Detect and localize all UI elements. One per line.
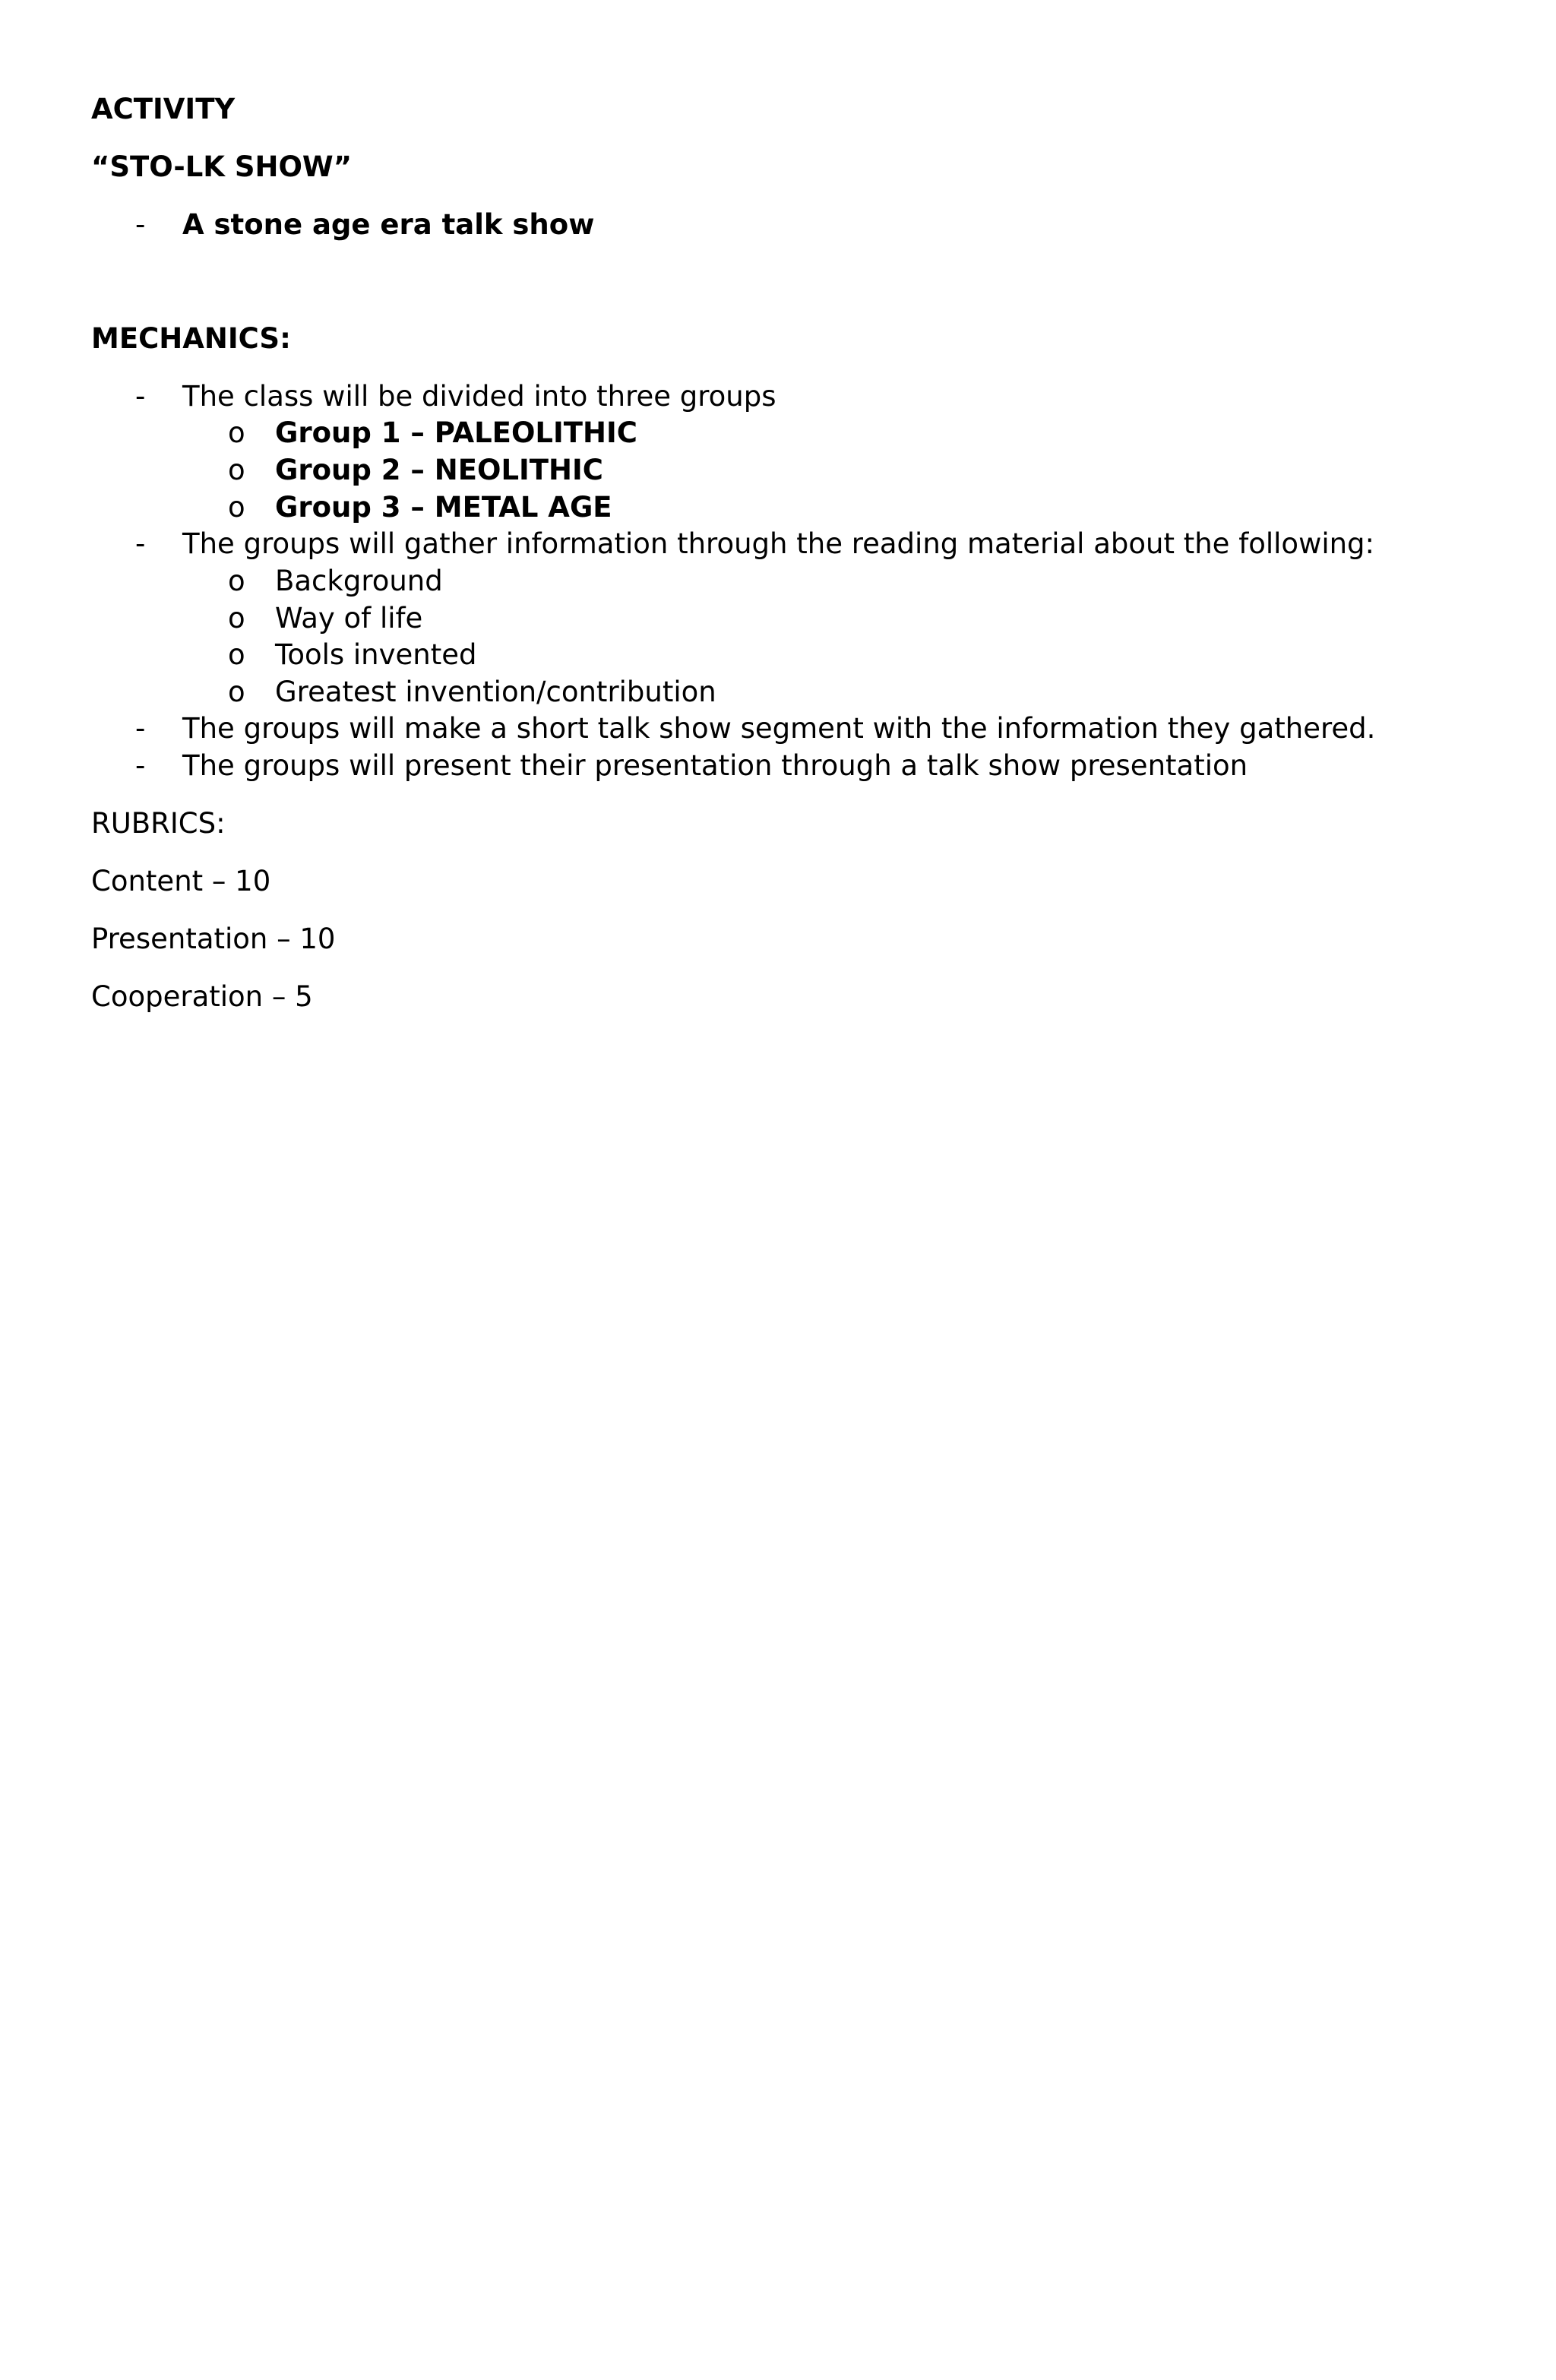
topic-text: Way of life — [275, 602, 423, 635]
group-text: Group 1 – PALEOLITHIC — [275, 416, 637, 449]
dash-marker: - — [135, 527, 146, 560]
mechanics-item-text: The groups will make a short talk show segment with the information they gathered. — [182, 712, 1376, 745]
rubric-item-cooperation: Cooperation – 5 — [91, 980, 313, 1013]
activity-label: ACTIVITY — [91, 93, 236, 125]
topic-item-4 — [91, 674, 1489, 711]
rubric-item-presentation: Presentation – 10 — [91, 923, 336, 955]
dash-marker: - — [135, 380, 146, 413]
sub-marker: o — [228, 491, 245, 524]
group-item-2 — [91, 452, 1489, 489]
mechanics-item-2 — [91, 526, 1489, 562]
mechanics-item-text: The groups will gather information through the reading material about the following: — [182, 527, 1375, 560]
sub-marker: o — [228, 638, 245, 671]
mechanics-item-text: The class will be divided into three groups — [182, 380, 776, 413]
show-title: “STO-LK SHOW” — [91, 150, 353, 183]
rubrics-heading: RUBRICS: — [91, 807, 226, 840]
mechanics-item-text: The groups will present their presentation through a talk show presentation — [182, 749, 1248, 782]
dash-marker: - — [135, 749, 146, 782]
mechanics-heading: MECHANICS: — [91, 322, 291, 355]
dash-marker: - — [135, 712, 146, 745]
group-item-1 — [91, 415, 1489, 451]
group-text: Group 2 – NEOLITHIC — [275, 454, 603, 486]
mechanics-item-3 — [91, 711, 1489, 747]
topic-text: Background — [275, 565, 443, 597]
sub-marker: o — [228, 565, 245, 597]
mechanics-item-1 — [91, 378, 1489, 415]
topic-text: Greatest invention/contribution — [275, 676, 716, 708]
topic-item-3 — [91, 637, 1489, 673]
sub-marker: o — [228, 454, 245, 486]
group-item-3 — [91, 489, 1489, 526]
sub-marker: o — [228, 416, 245, 449]
group-text: Group 3 – METAL AGE — [275, 491, 612, 524]
topic-item-2 — [91, 600, 1489, 637]
dash-marker: - — [135, 208, 146, 241]
sub-marker: o — [228, 676, 245, 708]
subtitle-text: A stone age era talk show — [182, 208, 595, 241]
subtitle-row — [91, 207, 1489, 243]
rubric-item-content: Content – 10 — [91, 865, 271, 897]
topic-item-1 — [91, 563, 1489, 600]
topic-text: Tools invented — [275, 638, 477, 671]
sub-marker: o — [228, 602, 245, 635]
mechanics-item-4 — [91, 748, 1489, 784]
